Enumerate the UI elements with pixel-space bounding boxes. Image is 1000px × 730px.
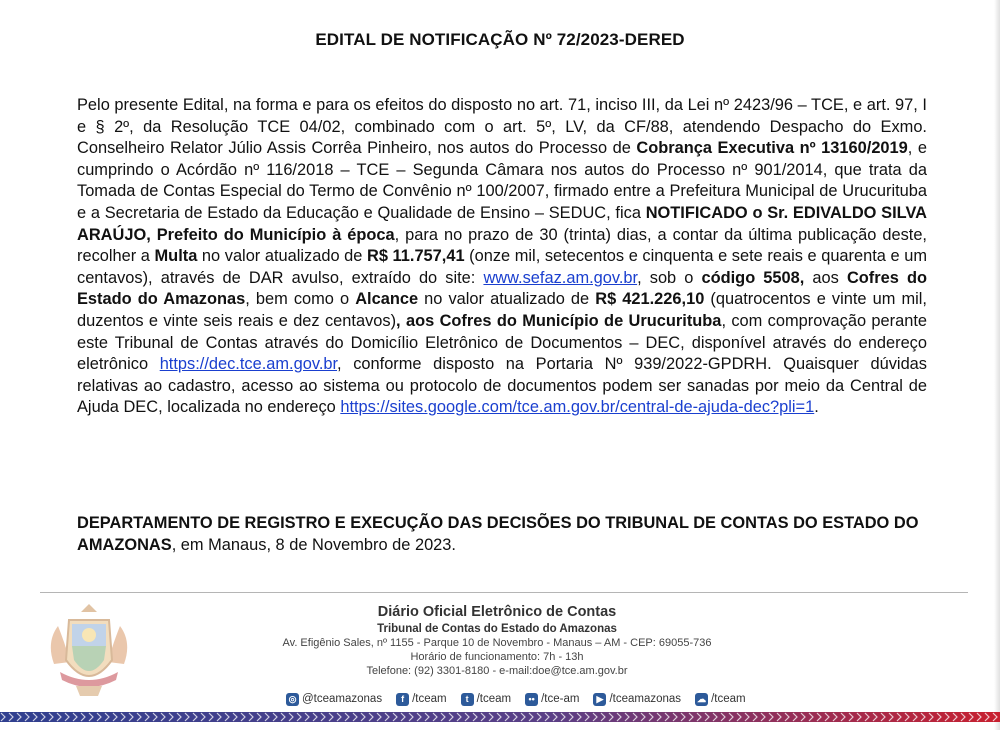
youtube-icon: ▶ [593, 693, 606, 706]
tribunal-name: Tribunal de Contas do Estado do Amazonas [377, 623, 617, 635]
department-date: , em Manaus, 8 de Novembro de 2023. [171, 535, 456, 554]
body-text-segment: , e cumprindo o Acórdão nº 116/2018 – TCE – Segunda Câmara nos autos do Processo nº 901/2014, que trata da Tomada de Contas Especial do Termo de Convênio nº 100/2007, firmado entre a Prefeitura Municipal de Urucurituba e a Secretaria de Estado da Educação e Qualidade de Ensino – SEDUC, fica [77, 139, 927, 222]
body-emphasis: Alcance [355, 290, 419, 309]
footer-address: Av. Efigênio Sales, nº 1155 - Parque 10 de Novembro - Manaus – AM - CEP: 69055-736 [282, 637, 712, 649]
body-text-segment: no valor atualizado de [418, 290, 596, 309]
body-emphasis: Cofres do Estado do Amazonas [77, 268, 927, 309]
body-link[interactable]: www.sefaz.am.gov.br [483, 268, 638, 287]
social-link[interactable] [461, 693, 512, 706]
body-emphasis: Multa [154, 247, 198, 266]
body-text-segment: , para no prazo de 30 (trinta) dias, a contar da última publicação deste, recolher a [77, 225, 927, 266]
social-link[interactable] [396, 693, 447, 706]
body-text-segment: , sob o [637, 268, 702, 287]
social-link[interactable] [593, 693, 681, 706]
body-emphasis: Cobrança Executiva nº 13160/2019 [636, 139, 908, 158]
body-link[interactable]: https://dec.tce.am.gov.br [159, 355, 338, 374]
body-emphasis: Cofres do Município de Urucurituba [439, 311, 722, 330]
flickr-icon: •• [525, 693, 538, 706]
body-emphasis: código 5508, [701, 268, 805, 287]
footer-info [282, 604, 712, 678]
body-text-segment: Pelo presente Edital, na forma e para os efeitos do disposto no art. 71, inciso III, da Lei nº 2423/96 – TCE, e art. 97, I e § 2º, da Resolução TCE 04/02, combinado com o art. 5º, LV, da CF/88, atendendo Despacho do Exmo. Conselheiro Relator Júlio Assis Corrêa Pinheiro, nos autos do Processo de [77, 96, 927, 158]
body-emphasis: R$ 11.757,41 [367, 247, 465, 266]
department-name: DEPARTAMENTO DE REGISTRO E EXECUÇÃO DAS DECISÕES DO TRIBUNAL DE CONTAS DO ESTADO DO AMAZONAS [77, 514, 919, 554]
body-text-segment: , com comprovação perante este Tribunal de Contas através do Domicílio Eletrônico de Documentos – DEC, disponível através do endereço eletrônico [77, 311, 928, 374]
soundcloud-icon: ☁ [697, 693, 707, 704]
social-label: /tceam [412, 693, 447, 705]
body-text-segment: , conforme disposto na Portaria Nº 939/2022-GPDRH. Quaisquer dúvidas relativas ao cadastro, acesso ao sistema ou protocolo de documentos podem ser sanadas por meio da Central de Ajuda DEC, localizada no endereço [77, 355, 927, 417]
footer-color-band [0, 712, 1000, 722]
body-text-segment: , bem como o [245, 290, 356, 309]
social-label: @tceamazonas [302, 693, 383, 705]
body-link[interactable]: https://sites.google.com/tce.am.gov.br/central-de-ajuda-dec?pli=1 [340, 398, 815, 417]
twitter-icon: t [461, 693, 474, 706]
body-text-segment: no valor atualizado de [197, 247, 368, 266]
instagram-icon: ◎ [286, 693, 299, 706]
body-text-segment: (quatrocentos e vinte um mil, duzentos e vinte seis reais e dez centavos) [77, 290, 927, 330]
body-text-segment: aos [804, 268, 847, 287]
social-link[interactable] [695, 693, 746, 706]
body-emphasis: , aos [396, 311, 440, 330]
social-label: /tce-am [541, 693, 580, 705]
footer-hours: Horário de funcionamento: 7h - 13h [410, 651, 584, 663]
social-links [286, 691, 746, 707]
journal-name: Diário Oficial Eletrônico de Contas [377, 604, 617, 620]
social-label: /tceam [711, 693, 746, 705]
tce-emblem-icon [36, 602, 142, 702]
body-emphasis: NOTIFICADO o Sr. EDIVALDO SILVA ARAÚJO, Prefeito do Município à época [77, 203, 927, 244]
social-label: /tceam [476, 693, 512, 705]
page-edge-shadow [994, 0, 1000, 730]
body-text-segment: . [814, 398, 819, 417]
social-link[interactable] [286, 693, 382, 706]
notice-body [77, 95, 927, 419]
social-link[interactable] [525, 693, 579, 706]
social-label: /tceamazonas [609, 693, 682, 705]
footer-contact: Telefone: (92) 3301-8180 - e-mail:doe@tce.am.gov.br [366, 665, 628, 677]
body-text-segment: (onze mil, setecentos e cinquenta e sete reais e quarenta e um centavos), através de DAR avulso, extraído do site: [77, 247, 927, 287]
document-title: EDITAL DE NOTIFICAÇÃO Nº 72/2023-DERED [315, 30, 685, 49]
facebook-icon: f [396, 693, 409, 706]
body-emphasis: R$ 421.226,10 [595, 290, 705, 309]
footer-divider [40, 592, 968, 593]
department-signature [77, 513, 927, 556]
